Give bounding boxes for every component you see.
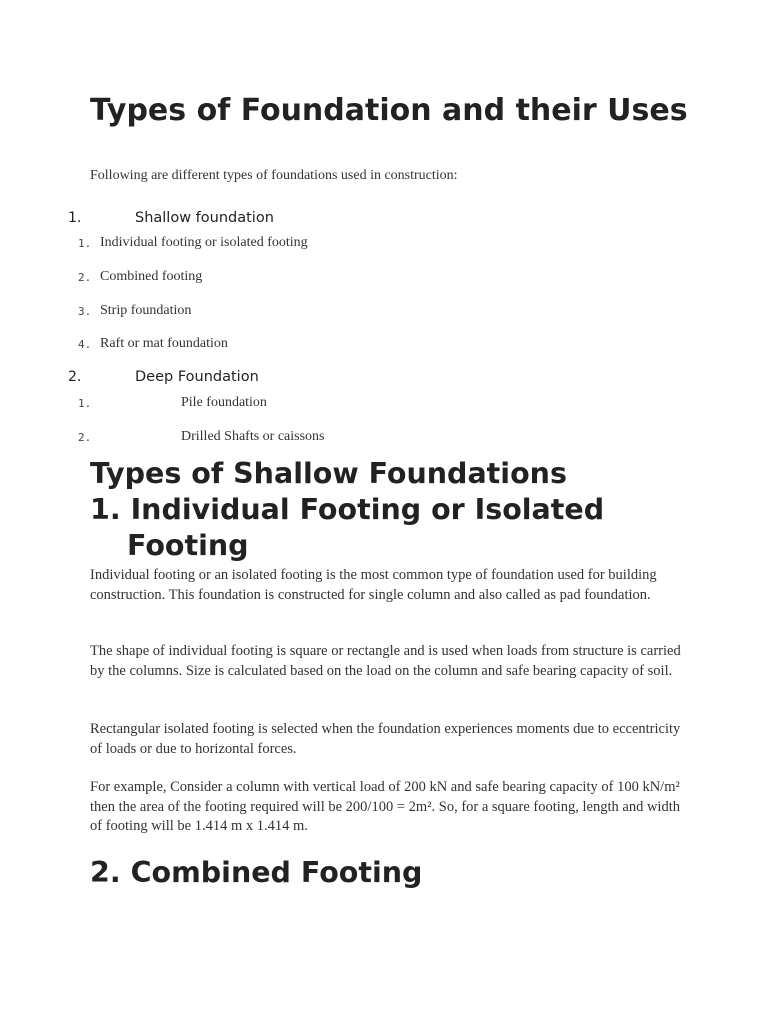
paragraph: For example, Consider a column with vertical load of 200 kN and safe bearing capacity of 100 kN/m² then the area of the footing required will be 200/100 = 2m². So, for a square footing, length and width of footing will be 1.414 m x 1.414 m. bbox=[90, 779, 680, 834]
list-item-number: 2. bbox=[78, 271, 92, 284]
category-number: 2. bbox=[68, 369, 82, 385]
list-item: Raft or mat foundation bbox=[100, 336, 228, 351]
paragraph: The shape of individual footing is square or rectangle and is used when loads from structure is carried by the columns. Size is calculated based on the load on the column and safe bearing capacity of soil. bbox=[90, 643, 681, 679]
list-item: Combined footing bbox=[100, 269, 203, 284]
category-label-deep: Deep Foundation bbox=[135, 369, 259, 385]
intro-text: Following are different types of foundations used in construction: bbox=[90, 168, 458, 183]
list-item: Individual footing or isolated footing bbox=[100, 235, 308, 250]
list-item-number: 3. bbox=[78, 305, 92, 318]
list-item-number: 1. bbox=[78, 397, 92, 410]
category-number: 1. bbox=[68, 210, 82, 226]
paragraph: Individual footing or an isolated footing is the most common type of foundation used for building construction. This foundation is constructed for single column and also called as pad foundation. bbox=[90, 567, 657, 603]
list-item: Drilled Shafts or caissons bbox=[181, 429, 325, 444]
subsection-heading-individual: 1. Individual Footing or Isolated bbox=[90, 493, 605, 526]
list-item-number: 4. bbox=[78, 338, 92, 351]
subsection-heading-combined: 2. Combined Footing bbox=[90, 856, 423, 889]
list-item-number: 2. bbox=[78, 431, 92, 444]
page-title: Types of Foundation and their Uses bbox=[90, 93, 688, 128]
section-heading: Types of Shallow Foundations bbox=[90, 457, 567, 490]
paragraph: Rectangular isolated footing is selected when the foundation experiences moments due to eccentricity of loads or due to horizontal forces. bbox=[90, 721, 681, 757]
list-item-number: 1. bbox=[78, 237, 92, 250]
category-label-shallow: Shallow foundation bbox=[135, 210, 274, 226]
list-item: Pile foundation bbox=[181, 395, 267, 410]
subsection-heading-individual-cont: Footing bbox=[127, 529, 249, 562]
list-item: Strip foundation bbox=[100, 303, 192, 318]
